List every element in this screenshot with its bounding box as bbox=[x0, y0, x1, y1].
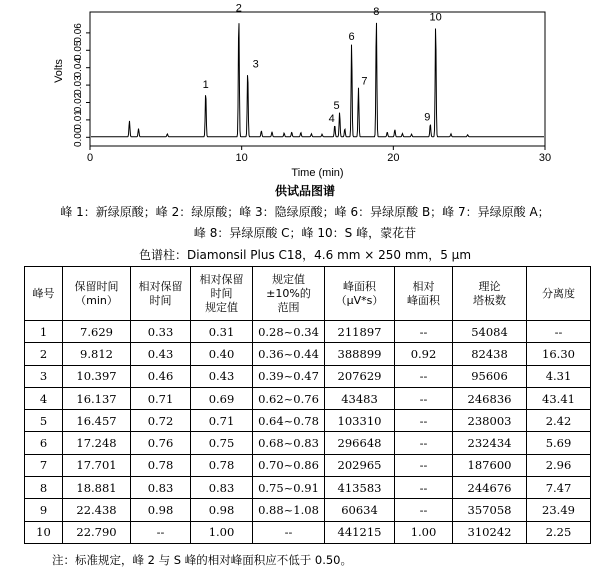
column-header-line: 相对 bbox=[412, 279, 435, 293]
table-cell: 0.43 bbox=[131, 343, 191, 365]
table-cell: 103310 bbox=[325, 410, 395, 432]
table-cell: 0.75 bbox=[191, 432, 253, 454]
table-cell: 0.78 bbox=[191, 454, 253, 476]
y-tick-label: 0.02 bbox=[73, 92, 84, 113]
peak-label: 9 bbox=[424, 111, 431, 124]
table-cell: 60634 bbox=[325, 499, 395, 521]
column-header-line: 理论 bbox=[478, 279, 501, 293]
table-cell: -- bbox=[395, 387, 453, 409]
peak-label: 5 bbox=[333, 100, 340, 113]
table-cell: -- bbox=[395, 454, 453, 476]
table-cell: 5.69 bbox=[527, 432, 591, 454]
table-cell: 2 bbox=[25, 343, 63, 365]
y-tick-label: 0.00 bbox=[73, 127, 84, 148]
table-cell: 310242 bbox=[453, 521, 527, 543]
table-cell: 202965 bbox=[325, 454, 395, 476]
table-cell: 0.75~0.91 bbox=[253, 477, 325, 499]
table-cell: 1.00 bbox=[191, 521, 253, 543]
column-header-line: 保留时间 bbox=[74, 279, 119, 293]
table-cell: 2.25 bbox=[527, 521, 591, 543]
table-cell: 54084 bbox=[453, 321, 527, 343]
table-cell: -- bbox=[131, 521, 191, 543]
table-cell: 0.71 bbox=[191, 410, 253, 432]
table-cell: 0.69 bbox=[191, 387, 253, 409]
table-cell: 0.33 bbox=[131, 321, 191, 343]
table-cell: 2.42 bbox=[527, 410, 591, 432]
table-cell: 0.72 bbox=[131, 410, 191, 432]
table-cell: 22.438 bbox=[63, 499, 131, 521]
table-cell: 10 bbox=[25, 521, 63, 543]
column-info: 色谱柱：Diamonsil Plus C18，4.6 mm × 250 mm，5 μm bbox=[138, 248, 472, 262]
column-header bbox=[131, 267, 191, 321]
table-cell: 9.812 bbox=[63, 343, 131, 365]
y-tick-label: 0.05 bbox=[73, 40, 84, 61]
table-cell: 82438 bbox=[453, 343, 527, 365]
table-row bbox=[25, 321, 591, 343]
table-cell: 17.701 bbox=[63, 454, 131, 476]
table-cell: 16.30 bbox=[527, 343, 591, 365]
table-cell: 0.64~0.78 bbox=[253, 410, 325, 432]
column-header-line: 峰面积 bbox=[407, 293, 440, 307]
column-header-line: （min） bbox=[75, 293, 118, 307]
table-row bbox=[25, 454, 591, 476]
table-cell: 0.43 bbox=[191, 365, 253, 387]
table-cell: 8 bbox=[25, 477, 63, 499]
table-cell: 0.78 bbox=[131, 454, 191, 476]
table-cell: 0.68~0.83 bbox=[253, 432, 325, 454]
table-row bbox=[25, 365, 591, 387]
table-row bbox=[25, 432, 591, 454]
table-cell: -- bbox=[253, 521, 325, 543]
table-cell: 7.629 bbox=[63, 321, 131, 343]
peak-label: 6 bbox=[348, 30, 355, 43]
column-header-line: 时间 bbox=[210, 286, 233, 300]
table-cell: 1.00 bbox=[395, 521, 453, 543]
table-cell: 388899 bbox=[325, 343, 395, 365]
table-cell: -- bbox=[395, 499, 453, 521]
column-header-line: 塔板数 bbox=[473, 293, 506, 307]
column-header bbox=[25, 267, 63, 321]
table-row bbox=[25, 499, 591, 521]
table-cell: 0.62~0.76 bbox=[253, 387, 325, 409]
table-cell: 0.76 bbox=[131, 432, 191, 454]
x-tick-label: 10 bbox=[235, 152, 248, 164]
y-tick-label: 0.06 bbox=[73, 23, 84, 43]
table-cell: 0.70~0.86 bbox=[253, 454, 325, 476]
table-cell: 0.40 bbox=[191, 343, 253, 365]
column-header-line: 峰号 bbox=[32, 286, 55, 300]
table-cell: 1 bbox=[25, 321, 63, 343]
table-cell: 95606 bbox=[453, 365, 527, 387]
table-cell: 0.83 bbox=[191, 477, 253, 499]
table-cell: -- bbox=[395, 321, 453, 343]
table-cell: 17.248 bbox=[63, 432, 131, 454]
table-cell: 4 bbox=[25, 387, 63, 409]
chromatogram bbox=[0, 0, 610, 182]
table-cell: 2.96 bbox=[527, 454, 591, 476]
table-cell: 238003 bbox=[453, 410, 527, 432]
column-header bbox=[253, 267, 325, 321]
column-header-line: 范围 bbox=[277, 300, 300, 314]
column-header-line: 分离度 bbox=[542, 286, 575, 300]
table-cell: 7 bbox=[25, 454, 63, 476]
table-cell: 0.98 bbox=[131, 499, 191, 521]
table-cell: 0.71 bbox=[131, 387, 191, 409]
table-cell: 232434 bbox=[453, 432, 527, 454]
column-header-line: 规定值 bbox=[272, 272, 305, 286]
table-row bbox=[25, 343, 591, 365]
table-cell: 16.457 bbox=[63, 410, 131, 432]
column-header bbox=[191, 267, 253, 321]
table-cell: 0.36~0.44 bbox=[253, 343, 325, 365]
peak-label: 2 bbox=[235, 2, 242, 15]
column-header bbox=[63, 267, 131, 321]
table-cell: 10.397 bbox=[63, 365, 131, 387]
column-header-line: 相对保留 bbox=[138, 279, 183, 293]
table-header-row bbox=[25, 267, 591, 321]
table-cell: 413583 bbox=[325, 477, 395, 499]
table-row bbox=[25, 521, 591, 543]
table-cell: 0.88~1.08 bbox=[253, 499, 325, 521]
column-header bbox=[527, 267, 591, 321]
peak-label: 3 bbox=[252, 58, 259, 71]
y-tick-label: 0.01 bbox=[73, 110, 84, 130]
column-header-line: ±10%的 bbox=[266, 286, 311, 300]
table-cell: 7.47 bbox=[527, 477, 591, 499]
column-header bbox=[453, 267, 527, 321]
table-cell: 4.31 bbox=[527, 365, 591, 387]
peak-data-table bbox=[24, 266, 591, 544]
table-cell: 18.881 bbox=[63, 477, 131, 499]
chromatogram-title: 供试品图谱 bbox=[274, 184, 335, 198]
table-cell: -- bbox=[395, 477, 453, 499]
peak-identification-line-2: 峰 8：异绿原酸 C；峰 10：S 峰，蒙花苷 bbox=[193, 226, 417, 240]
table-cell: 0.98 bbox=[191, 499, 253, 521]
x-tick-label: 20 bbox=[387, 152, 400, 164]
table-cell: 211897 bbox=[325, 321, 395, 343]
table-cell: 296648 bbox=[325, 432, 395, 454]
peak-identification-line-1: 峰 1：新绿原酸；峰 2：绿原酸；峰 3：隐绿原酸；峰 6：异绿原酸 B；峰 7：异绿原酸 A； bbox=[60, 205, 550, 219]
table-cell: 0.28~0.34 bbox=[253, 321, 325, 343]
column-header bbox=[325, 267, 395, 321]
table-cell: -- bbox=[395, 365, 453, 387]
table-cell: 5 bbox=[25, 410, 63, 432]
table-cell: 43483 bbox=[325, 387, 395, 409]
table-cell: 9 bbox=[25, 499, 63, 521]
x-tick-label: 30 bbox=[538, 152, 552, 164]
table-cell: 244676 bbox=[453, 477, 527, 499]
table-row bbox=[25, 477, 591, 499]
table-cell: 0.92 bbox=[395, 343, 453, 365]
x-tick-label: 0 bbox=[86, 152, 94, 164]
table-row bbox=[25, 387, 591, 409]
y-axis-label: Volts bbox=[53, 59, 65, 83]
chart-axes bbox=[90, 12, 545, 146]
chromatogram-trace bbox=[91, 23, 544, 137]
table-cell: 0.39~0.47 bbox=[253, 365, 325, 387]
column-header-line: 峰面积 bbox=[343, 279, 376, 293]
table-cell: 246836 bbox=[453, 387, 527, 409]
y-tick-label: 0.04 bbox=[73, 57, 84, 78]
table-cell: 207629 bbox=[325, 365, 395, 387]
table-cell: -- bbox=[527, 321, 591, 343]
table-cell: 3 bbox=[25, 365, 63, 387]
table-cell: 22.790 bbox=[63, 521, 131, 543]
column-header-line: 时间 bbox=[149, 293, 172, 307]
column-header-line: 规定值 bbox=[205, 300, 238, 314]
table-cell: 23.49 bbox=[527, 499, 591, 521]
plot-frame bbox=[90, 12, 545, 146]
column-header bbox=[395, 267, 453, 321]
table-cell: 187600 bbox=[453, 454, 527, 476]
table-body bbox=[25, 321, 591, 544]
footnote: 注：标准规定，峰 2 与 S 峰的相对峰面积应不低于 0.50。 bbox=[52, 553, 352, 567]
table-cell: -- bbox=[395, 432, 453, 454]
y-tick-label: 0.03 bbox=[73, 75, 84, 95]
peak-label: 1 bbox=[202, 79, 209, 92]
table-cell: 16.137 bbox=[63, 387, 131, 409]
column-header-line: 相对保留 bbox=[199, 272, 244, 286]
peak-label: 4 bbox=[328, 113, 335, 126]
x-axis-label: Time (min) bbox=[291, 167, 344, 179]
table-cell: 0.83 bbox=[131, 477, 191, 499]
table-cell: 0.31 bbox=[191, 321, 253, 343]
table-cell: 43.41 bbox=[527, 387, 591, 409]
table-cell: 357058 bbox=[453, 499, 527, 521]
column-header-line: （μV*s） bbox=[335, 293, 384, 307]
table-cell: -- bbox=[395, 410, 453, 432]
peak-label: 8 bbox=[373, 6, 380, 19]
peak-label: 7 bbox=[361, 75, 368, 88]
peak-label: 10 bbox=[429, 11, 442, 24]
chart-ticks bbox=[73, 23, 551, 164]
table-cell: 6 bbox=[25, 432, 63, 454]
table-cell: 0.46 bbox=[131, 365, 191, 387]
table-row bbox=[25, 410, 591, 432]
table-cell: 441215 bbox=[325, 521, 395, 543]
